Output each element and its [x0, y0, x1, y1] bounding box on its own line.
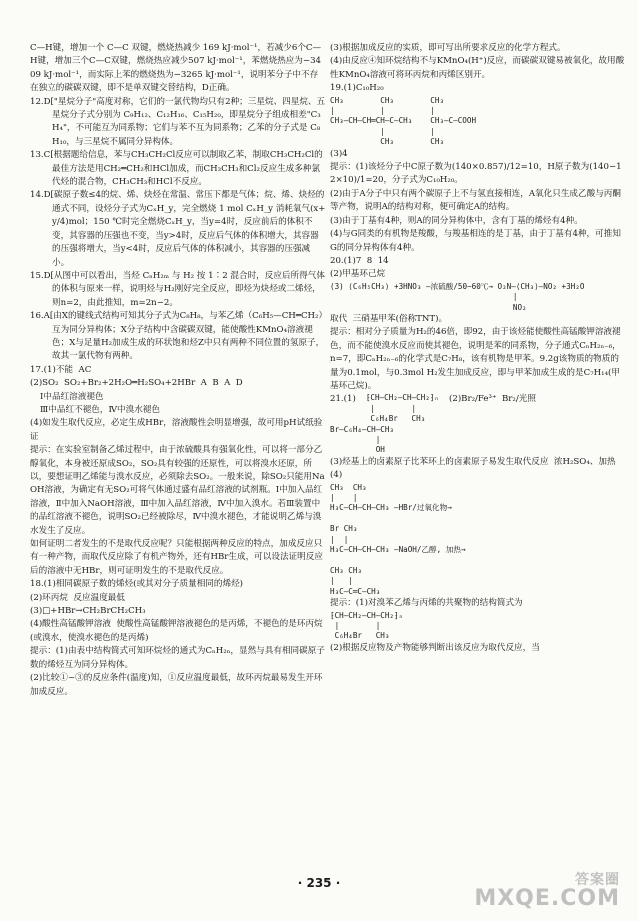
- left-para-17-2: (2)SO₂ SO₂+Br₂+2H₂O═H₂SO₄+2HBr A B A D: [30, 378, 243, 389]
- right-column: [330, 42, 626, 655]
- left-para-18-2: (2)环丙烷 反应温度最低: [30, 592, 125, 603]
- right-para-19-tip4: (4)与G同类的有机物是羧酸，与羧基相连的是丁基，由于丁基有4种，可推知G的同分异构体有4种。: [330, 229, 621, 253]
- right-para-19-tip2: (2)由于A分子中只有两个碳原子上不与氢直接相连，A氧化只生成乙酸与丙酮等产物，说明A的结构对称，便可确定A的结构。: [330, 188, 621, 213]
- watermark-top: 答案圈: [575, 872, 620, 888]
- left-para-18-1: 18.(1)相同碳原子数的烯烃(或其对分子质量相同的烯烃): [30, 579, 244, 590]
- q19-structures: [330, 96, 626, 148]
- left-para-18-4: (4)酸性高锰酸钾溶液 使酸性高锰酸钾溶液褪色的是丙烯，不褪色的是环丙烷(或溴水，使溴水褪色的是丙烯): [30, 619, 323, 643]
- left-column: [30, 42, 326, 699]
- right-para-21-3: (3)烃基上的卤素原子比苯环上的卤素原子易发生取代反应 浓H₂SO₄、加热: [330, 456, 616, 467]
- right-para-18-3: (3)根据加成反应的实质，即可写出所要求反应的化学方程式。: [330, 43, 566, 53]
- left-para-18-3: (3)□+HBr→CH₂BrCH₂CH₃: [30, 606, 146, 617]
- left-para-18-tip2: (2)比较①~③的反应条件(温度)知，①反应温度最低，故环丙烷最易发生开环加成反应。: [30, 673, 323, 697]
- q21-row: [330, 393, 626, 424]
- q21-reaction-sequence: CH₃ CH₃ | | H₃C—CH—CH—CH₃ —HBr/过氧化物→ Br CH₃ | | H₃C—CH—CH—CH₃ —NaOH/乙醇, 加热→ CH₃ CH₃ | | H₃C—C═C—CH₃: [330, 482, 466, 596]
- right-para-20-3: 取代 三硝基甲苯(俗称TNT)。: [330, 313, 448, 324]
- left-para-17-tip: 提示：在实验室制备乙烯过程中，由于浓硫酸具有强氧化性，可以将一部分乙醇氧化，本身被还原成SO₂，SO₂具有较强的还原性，可以将溴水还原，所以，要想证明乙烯能与溴水反应，必须除去SO₂。一般来说，除SO₂只能用NaOH溶液，为确定有无SO₂可将气体通过盛有品红溶液的试剂瓶。Ⅰ中加入品红溶液，Ⅱ中加入NaOH溶液，Ⅲ中加入品红溶液，Ⅳ中加入溴水。若Ⅲ装置中的品红溶液不褪色，说明SO₂已经被除尽，Ⅳ中溴水褪色，才能说明乙烯与溴水发生了反应。: [30, 445, 325, 536]
- left-para-12: 12.D["星烷分子"高度对称，它们的一氯代物均只有2种；三星烷、四星烷、五星烷分子式分别为 C₉H₁₂、C₁₂H₁₆、C₁₅H₂₀，即星烷分子组成相差"C₃H₄"，不可能互为同系物；它们与苯不互为同系物；乙苯的分子式是 C₈H₁₀，与三星烷不属同分异构体。: [30, 96, 326, 147]
- page-number: · 235 ·: [297, 876, 341, 890]
- left-para-14: 14.D[碳原子数≤4的烷、烯、炔烃在常温、常压下都是气体；烷、烯、炔烃的通式不同，设烃分子式为CₓH_y，完全燃烧 1 mol CₓH_y 消耗氧气(x+y/4)mol；150 ℃时完全燃烧CₓH_y，当y=4时，反应前后的体积不变，其容器的压强也不变，当y>4时，反应后气体的体积增大，其容器的压强将增大，当y<4时，反应后气体的体积减小，其容器的压强减小。: [30, 190, 326, 268]
- left-para-17-3: Ⅰ中品红溶液褪色: [40, 391, 104, 402]
- right-para-19-3: (3)4: [330, 148, 348, 159]
- q21-polymer: ⁅CH—CH₂—CH—CH₂⁆ₙ | | C₆H₄Br CH₃: [365, 393, 439, 424]
- watermark-bottom: MXQE.COM: [474, 886, 620, 911]
- left-para-17-5: (4)如发生取代反应，必定生成HBr，溶液酸性会明显增强，故可用pH试纸验证: [30, 418, 323, 442]
- right-para-20-1: 20.(1)7 8 14: [330, 255, 389, 266]
- right-para-20-2: (2)甲基环己烷: [330, 269, 386, 280]
- left-para-18-tip: 提示：(1)由表中结构简式可知环烷烃的通式为CₙH₂ₙ，显然与具有相同碳原子数的烯烃互为同分异构体。: [30, 646, 325, 670]
- left-para-13: 13.C[根据题给信息，苯与CH₃CH₂Cl反应可以制取乙苯，制取CH₃CH₂Cl的最佳方法是用CH₂═CH₂和HCl加成，而CH₃CH₃和Cl₂反应生成多种氯代烃的混合物，CH₃CH₃和HCl不反应。: [30, 150, 323, 188]
- right-para-21-tip: 提示：(1)对溴苯乙烯与丙烯的共聚物的结构简式为: [330, 598, 523, 609]
- left-para-0: C—H键，增加一个 C—C 双键，燃烧热减少 169 kJ·mol⁻¹，若减少6个C—H键，增加三个C—C双键，燃烧热应减少507 kJ·mol⁻¹，苯燃烧热应为−3409 kJ·mol⁻¹，而实际上苯的燃烧热为−3265 kJ·mol⁻¹，说明苯分子中不存在独立的碳碳双键，即不是单双键交替结构，D正确。: [30, 43, 322, 94]
- q20-reaction: (3) ⟨C₆H₅CH₃⟩ +3HNO₃ —浓硫酸/50~60℃→ O₂N—⟨CH₃⟩—NO₂ +3H₂O | NO₂: [330, 281, 585, 312]
- watermark: [460, 873, 620, 913]
- left-para-15: 15.D[从图中可以看出，当烃 CₙH₂ₘ 与 H₂ 按 1∶2 混合时，反应后所得气体的体积与原来一样，说明烃与H₂刚好完全反应，即烃为炔烃或二烯烃，则n=2，由此推知，m=2n−2。: [30, 270, 325, 308]
- q21-alcohol: Br—C₆H₄—CH—CH₃ | OH: [330, 424, 395, 455]
- left-para-17-1: 17.(1)不能 AC: [30, 364, 92, 375]
- right-para-19-tip3: (3)由于丁基有4种，则A的同分异构体中，含有丁基的烯烃有4种。: [330, 215, 583, 226]
- right-para-21-tip2: (2)根据反应物及产物能够判断出该反应为取代反应，当: [330, 642, 540, 653]
- left-para-16: 16.A[由X的键线式结构可知其分子式为C₈H₈，与苯乙烯（C₆H₅—CH═CH₂）互为同分异构体；X分子结构中含碳碳双键，能使酸性KMnO₄溶液褪色；X与足量H₂加成生成的环状饱和烃Z中只有两种不同位置的氢原子，故其一氯代物有两种。: [30, 311, 325, 362]
- right-para-19-1: 19.(1)C₁₀H₂₀: [330, 83, 384, 94]
- q21-tip-polymer: ⁅CH—CH₂—CH—CH₂⁆ₙ | | C₆H₄Br CH₃: [330, 610, 404, 641]
- right-para-18-4: (4)由反应④知环烷结构不与KMnO₄(H⁺)反应，而碳碳双键易被氧化，故用酸性KMnO₄溶液可将环丙烷和丙烯区别开。: [330, 56, 625, 80]
- right-para-21-1: 21.(1): [330, 394, 356, 405]
- right-para-19-tip1: 提示：(1)该烃分子中C原子数为(140×0.857)/12=10，H原子数为(140−12×10)/1=20，分子式为C₁₀H₂₀。: [330, 162, 622, 186]
- right-para-20-tip: 提示：相对分子质量为H₂的46倍，即92，由于该烃能使酸性高锰酸钾溶液褪色，而不能使溴水反应而使其褪色，说明是苯的同系物，分子通式CₙH₂ₙ₋₆，n=7，即CₙH₂ₙ₋₆的化学式是C₇H₈，该有机物是甲苯。9.2g该物质的物质的量为0.1mol，与0.3mol H₂发生加成反应，即与甲苯加成生成的是C₇H₁₄(甲基环己烷)。: [330, 327, 621, 391]
- q19-structure-a: CH₃ CH₃ | | CH₃—CH—CH═CH—C—CH₃ | CH₃: [330, 95, 413, 147]
- right-para-21-2: (2)Br₂/Fe³⁺ Br₂/光照: [449, 394, 536, 405]
- left-para-17-4: Ⅲ中品红不褪色，Ⅳ中溴水褪色: [40, 404, 160, 415]
- left-para-17-tip2: 如何证明二者发生的不是取代反应呢？只能根据两种反应的特点，加成反应只有一种产物，而取代反应除了有机产物外，还有HBr生成，可以设法证明反应后的溶液中无HBr，则可证明发生的不是取代反应。: [30, 539, 323, 576]
- q19-structure-b: CH₃ | CH₃—C—COOH | CH₃: [430, 95, 477, 147]
- right-para-21-4: (4): [330, 470, 343, 481]
